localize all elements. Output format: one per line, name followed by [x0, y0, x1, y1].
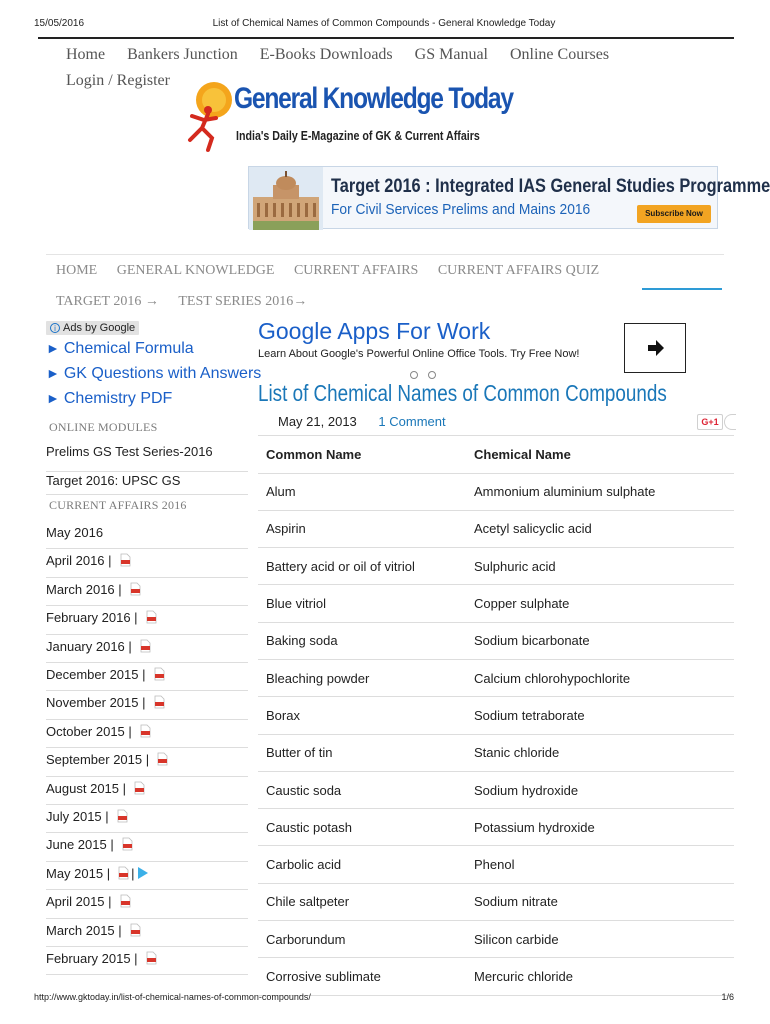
current-affairs-month-item[interactable]: [46, 834, 248, 861]
banner-subtitle: For Civil Services Prelims and Mains 2016: [331, 201, 591, 218]
article-comments-link[interactable]: 1 Comment: [378, 414, 446, 429]
google-ad-description: Learn About Google's Powerful Online Office Tools. Try Free Now!: [258, 348, 580, 360]
common-name-cell: Carborundum: [258, 921, 466, 958]
target-2016-banner[interactable]: [248, 166, 770, 229]
online-module-item[interactable]: Target 2016: UPSC GS: [46, 473, 248, 495]
pdf-icon[interactable]: [140, 640, 151, 652]
common-name-cell: Chile saltpeter: [258, 883, 466, 920]
month-label: February 2015 |: [46, 951, 138, 966]
nav-current-affairs-quiz[interactable]: CURRENT AFFAIRS QUIZ: [437, 263, 600, 278]
table-row: [258, 921, 734, 958]
column-header-chemical-name: Chemical Name: [466, 436, 734, 473]
common-name-cell: Aspirin: [258, 510, 466, 547]
pdf-icon[interactable]: [130, 924, 141, 936]
common-name-cell: Caustic soda: [258, 771, 466, 808]
common-name-cell: Butter of tin: [258, 734, 466, 771]
ad-link-chemistry-pdf[interactable]: [46, 390, 256, 411]
current-affairs-month-item[interactable]: [46, 863, 248, 890]
month-label: May 2015 |: [46, 865, 111, 881]
current-affairs-month-item[interactable]: [46, 721, 248, 748]
chemical-name-cell: Sodium nitrate: [466, 883, 734, 920]
carousel-dot[interactable]: [410, 371, 418, 379]
table-header-row: [258, 436, 734, 473]
banner-title: Target 2016 : Integrated IAS General Studies Programme: [331, 176, 770, 197]
common-name-cell: Borax: [258, 697, 466, 734]
pdf-icon[interactable]: [122, 838, 133, 850]
chemical-name-cell: Mercuric chloride: [466, 958, 734, 995]
nav-current-affairs[interactable]: CURRENT AFFAIRS: [293, 263, 419, 278]
table-row: [258, 548, 734, 585]
chemical-name-cell: Ammonium aluminium sulphate: [466, 473, 734, 510]
top-nav-gs-manual[interactable]: GS Manual: [414, 46, 488, 63]
chemical-name-cell: Copper sulphate: [466, 585, 734, 622]
chemical-name-cell: Sodium tetraborate: [466, 697, 734, 734]
carousel-dot[interactable]: [428, 371, 436, 379]
month-label: May 2016: [46, 525, 104, 540]
ad-link-label: GK Questions with Answers: [63, 365, 262, 382]
chemical-name-cell: Sodium hydroxide: [466, 771, 734, 808]
month-label: April 2016 |: [46, 553, 112, 569]
current-affairs-month-item[interactable]: [46, 891, 248, 918]
ad-link-gk-questions[interactable]: [46, 365, 262, 386]
month-label: April 2015 |: [46, 894, 112, 910]
ad-link-label: Chemistry PDF: [63, 390, 173, 407]
print-url: http://www.gktoday.in/list-of-chemical-names-of-common-compounds/: [34, 992, 311, 1002]
top-nav-login-register[interactable]: Login / Register: [66, 72, 170, 89]
common-name-cell: Carbolic acid: [258, 846, 466, 883]
common-name-cell: Bleaching powder: [258, 659, 466, 696]
google-plus-count: [724, 414, 736, 430]
common-name-cell: Alum: [258, 473, 466, 510]
common-name-cell: Caustic potash: [258, 809, 466, 846]
month-label: January 2016 |: [46, 638, 132, 654]
common-name-cell: Blue vitriol: [258, 585, 466, 622]
play-icon[interactable]: [138, 867, 148, 879]
nav-test-series-2016[interactable]: TEST SERIES 2016→: [178, 294, 308, 309]
chemical-name-cell: Acetyl salicyclic acid: [466, 510, 734, 547]
print-date: 15/05/2016: [34, 18, 85, 29]
nav-active-indicator: [642, 288, 722, 290]
ads-by-google-label: Ads by Google: [63, 322, 136, 334]
month-label: November 2015 |: [46, 695, 146, 711]
table-row: [258, 883, 734, 920]
google-apps-ad[interactable]: [258, 318, 728, 360]
current-affairs-heading: CURRENT AFFAIRS 2016: [49, 498, 187, 512]
month-label: October 2015 |: [46, 723, 132, 739]
ad-link-chemical-formula[interactable]: [46, 340, 256, 361]
chemical-name-cell: Potassium hydroxide: [466, 809, 734, 846]
top-nav-online-courses[interactable]: Online Courses: [509, 46, 610, 63]
sidebar: [46, 318, 262, 966]
top-nav-bankers-junction[interactable]: Bankers Junction: [127, 46, 238, 63]
column-header-common-name: Common Name: [258, 436, 466, 473]
main-nav: [46, 254, 724, 317]
month-label: December 2015 |: [46, 667, 146, 682]
chemical-name-cell: Sodium bicarbonate: [466, 622, 734, 659]
table-row: [258, 809, 734, 846]
pdf-icon[interactable]: [154, 696, 165, 708]
month-label: July 2015 |: [46, 809, 109, 824]
pdf-icon[interactable]: [146, 611, 157, 623]
article-date: May 21, 2013: [278, 414, 357, 429]
table-row: [258, 622, 734, 659]
logo-tagline: India's Daily E-Magazine of GK & Current Affairs: [236, 128, 480, 143]
google-ad-title[interactable]: Google Apps For Work: [258, 318, 491, 344]
ad-link-label: Chemical Formula: [63, 340, 194, 357]
current-affairs-month-item[interactable]: [46, 920, 248, 947]
chemical-name-cell: Silicon carbide: [466, 921, 734, 958]
current-affairs-month-item[interactable]: [46, 692, 248, 719]
pdf-icon[interactable]: [120, 554, 131, 566]
month-label: February 2016 |: [46, 610, 138, 626]
pdf-icon[interactable]: [157, 753, 168, 765]
month-label: September 2015 |: [46, 752, 150, 768]
current-affairs-month-item[interactable]: [46, 778, 248, 805]
pdf-icon[interactable]: [117, 810, 128, 822]
current-affairs-month-item[interactable]: [46, 749, 248, 776]
chemical-name-cell: Stanic chloride: [466, 734, 734, 771]
table-row: [258, 846, 734, 883]
google-plus-button[interactable]: G+1: [697, 414, 723, 430]
ads-by-google-badge[interactable]: [46, 321, 139, 335]
print-header-rule: [38, 37, 734, 39]
info-icon: i: [50, 323, 60, 333]
table-row: [258, 771, 734, 808]
print-page-number: 1/6: [721, 992, 734, 1002]
table-row: [258, 473, 734, 510]
table-row: [258, 659, 734, 696]
top-nav-home[interactable]: Home: [66, 46, 106, 63]
table-row: [258, 734, 734, 771]
nav-target-2016[interactable]: TARGET 2016 →: [56, 294, 159, 309]
table-row: [258, 585, 734, 622]
print-footer: [34, 992, 734, 1002]
chemical-name-cell: Calcium chlorohypochlorite: [466, 659, 734, 696]
logo-runner-icon: [184, 80, 240, 152]
month-label: March 2016 |: [46, 581, 122, 597]
current-affairs-month-item[interactable]: [46, 550, 248, 577]
site-logo[interactable]: [184, 80, 513, 154]
google-ad-arrow-button[interactable]: [624, 323, 686, 373]
current-affairs-month-item[interactable]: [46, 522, 248, 549]
table-row: [258, 697, 734, 734]
triangle-right-icon: ►: [46, 365, 60, 381]
current-affairs-month-item[interactable]: [46, 579, 248, 606]
triangle-right-icon: ►: [46, 340, 60, 356]
nav-home[interactable]: HOME: [56, 263, 98, 278]
current-affairs-month-item[interactable]: [46, 607, 248, 634]
current-affairs-month-item[interactable]: [46, 806, 248, 833]
pdf-icon[interactable]: [134, 782, 145, 794]
parliament-building-icon: [249, 167, 323, 230]
top-nav-ebooks[interactable]: E-Books Downloads: [259, 46, 393, 63]
current-affairs-month-item[interactable]: [46, 664, 248, 691]
current-affairs-month-item[interactable]: [46, 948, 248, 975]
article-title: List of Chemical Names of Common Compounds: [258, 380, 667, 406]
chemical-name-cell: Sulphuric acid: [466, 548, 734, 585]
pdf-icon[interactable]: [154, 668, 165, 680]
logo-wordmark: General Knowledge Today: [234, 82, 513, 115]
online-module-item[interactable]: Prelims GS Test Series-2016: [46, 444, 248, 472]
nav-general-knowledge[interactable]: GENERAL KNOWLEDGE: [116, 263, 275, 278]
subscribe-now-button[interactable]: Subscribe Now: [637, 205, 711, 223]
pdf-icon[interactable]: [118, 867, 129, 879]
common-name-cell: Corrosive sublimate: [258, 958, 466, 995]
pdf-icon[interactable]: [140, 725, 151, 737]
table-row: [258, 958, 734, 995]
common-name-cell: Baking soda: [258, 622, 466, 659]
chemical-names-table: [258, 436, 734, 996]
online-modules-heading: ONLINE MODULES: [49, 420, 158, 434]
table-row: [258, 510, 734, 547]
arrow-right-icon: [625, 324, 685, 372]
pdf-icon[interactable]: [120, 895, 131, 907]
common-name-cell: Battery acid or oil of vitriol: [258, 548, 466, 585]
month-separator: |: [131, 865, 135, 881]
month-label: August 2015 |: [46, 780, 126, 796]
month-label: June 2015 |: [46, 837, 114, 853]
print-title: List of Chemical Names of Common Compounds - General Knowledge Today: [212, 18, 556, 29]
pdf-icon[interactable]: [146, 952, 157, 964]
article-meta: [278, 414, 446, 429]
triangle-right-icon: ►: [46, 390, 60, 406]
chemical-name-cell: Phenol: [466, 846, 734, 883]
month-label: March 2015 |: [46, 922, 122, 938]
current-affairs-month-item[interactable]: [46, 636, 248, 663]
pdf-icon[interactable]: [130, 583, 141, 595]
